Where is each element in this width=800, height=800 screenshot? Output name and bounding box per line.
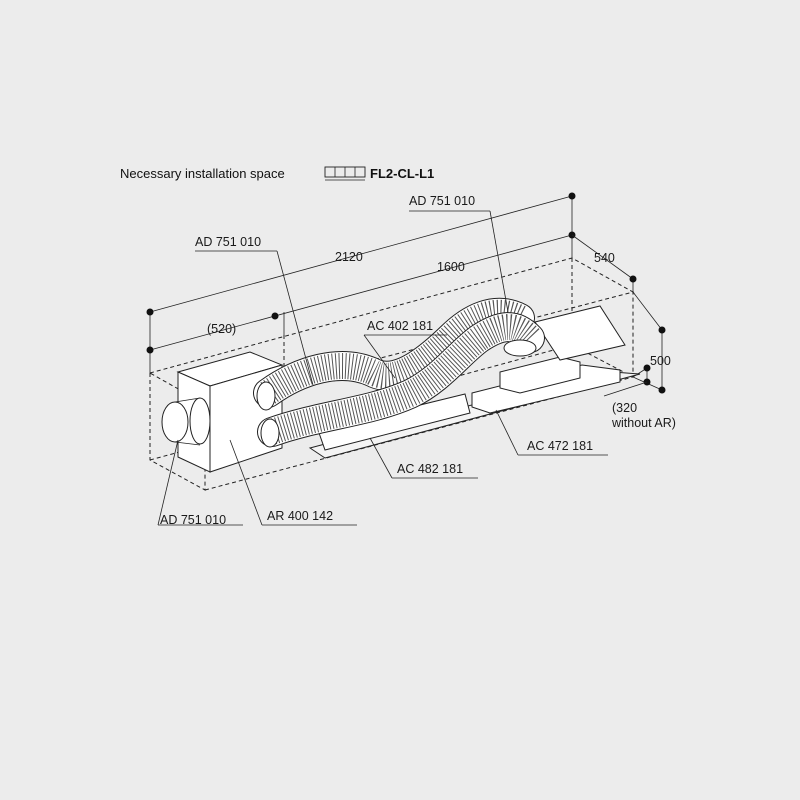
label-ac482: AC 482 181 bbox=[397, 462, 464, 476]
cooktop-zones-icon bbox=[325, 167, 365, 180]
model-name: FL2-CL-L1 bbox=[370, 166, 435, 181]
label-hose-top: AD 751 010 bbox=[409, 194, 476, 208]
label-hose-left-bottom: AD 751 010 bbox=[160, 513, 227, 527]
dim-overall-length: 2120 bbox=[335, 250, 363, 264]
dim-depth: 540 bbox=[594, 251, 615, 265]
dim-height: 500 bbox=[650, 354, 671, 368]
label-hose-left-top: AD 751 010 bbox=[195, 235, 262, 249]
label-ar400: AR 400 142 bbox=[267, 509, 334, 523]
diagram-title: Necessary installation space bbox=[120, 166, 285, 181]
label-ac472: AC 472 181 bbox=[527, 439, 594, 453]
dim-height-note-1: (320 bbox=[612, 401, 638, 415]
dim-left-box: (520) bbox=[207, 322, 237, 336]
dim-inner-length: 1600 bbox=[437, 260, 465, 274]
label-ac402: AC 402 181 bbox=[367, 319, 434, 333]
dimension-height bbox=[604, 292, 676, 430]
dim-height-note-2: without AR) bbox=[612, 416, 676, 430]
